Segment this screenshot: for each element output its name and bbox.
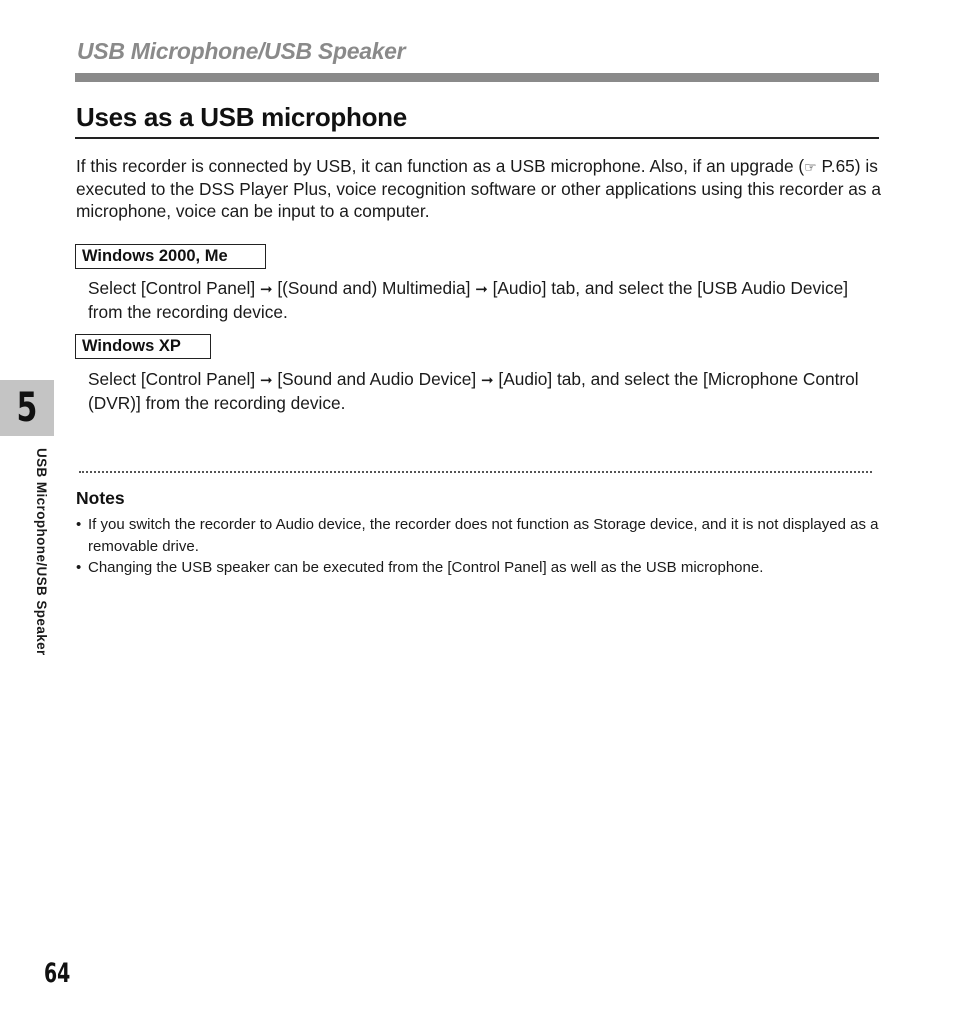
winxp-step-part3: [Audio] tab, and select the [Microphone Control (DVR)] from the recording device. [88,369,859,413]
win2000-step-part2: [(Sound and) Multimedia] [272,278,476,298]
reference-hand-icon: ☞ [804,159,817,175]
arrow-right-icon: ➞ [259,281,273,298]
heading-rule [75,137,879,139]
winxp-step-part2: [Sound and Audio Device] [272,369,482,389]
chapter-number: 5 [16,385,38,431]
winxp-step-part1: Select [Control Panel] [88,369,260,389]
note-item: • If you switch the recorder to Audio device, the recorder does not function as Storage device, and it is not displayed as a removable drive. [76,514,886,557]
section-bar [75,73,879,82]
arrow-right-icon: ➞ [259,372,273,389]
chapter-tab [0,380,54,436]
windows-2000-label-box: Windows 2000, Me [75,244,266,269]
page-number-text: 64 [44,958,71,989]
notes-heading: Notes [76,488,125,508]
win2000-step-part1: Select [Control Panel] [88,278,260,298]
arrow-right-icon: ➞ [475,281,488,298]
windows-2000-instructions [88,277,880,323]
side-section-label: USB Microphone/USB Speaker [34,448,49,656]
windows-xp-instructions [88,368,880,414]
dotted-divider [79,471,872,473]
notes-list [76,514,886,579]
section-title: USB Microphone/USB Speaker [77,38,406,64]
intro-text-2: P.65) is executed to the DSS Player Plus, voice recognition software or other applications using this recorder as a microphone, voice can be input to a computer. [76,156,881,221]
win2000-step-part3: [Audio] tab, and select the [USB Audio Device] from the recording device. [88,278,849,322]
arrow-right-icon: ➞ [481,372,494,389]
intro-paragraph [76,155,881,222]
page-heading: Uses as a USB microphone [76,102,407,132]
windows-xp-label-box: Windows XP [75,334,211,359]
note-item: • Changing the USB speaker can be executed from the [Control Panel] as well as the USB microphone. [76,557,886,579]
intro-text-1: If this recorder is connected by USB, it can function as a USB microphone. Also, if an upgrade ( [76,156,805,176]
page-number [44,958,82,989]
